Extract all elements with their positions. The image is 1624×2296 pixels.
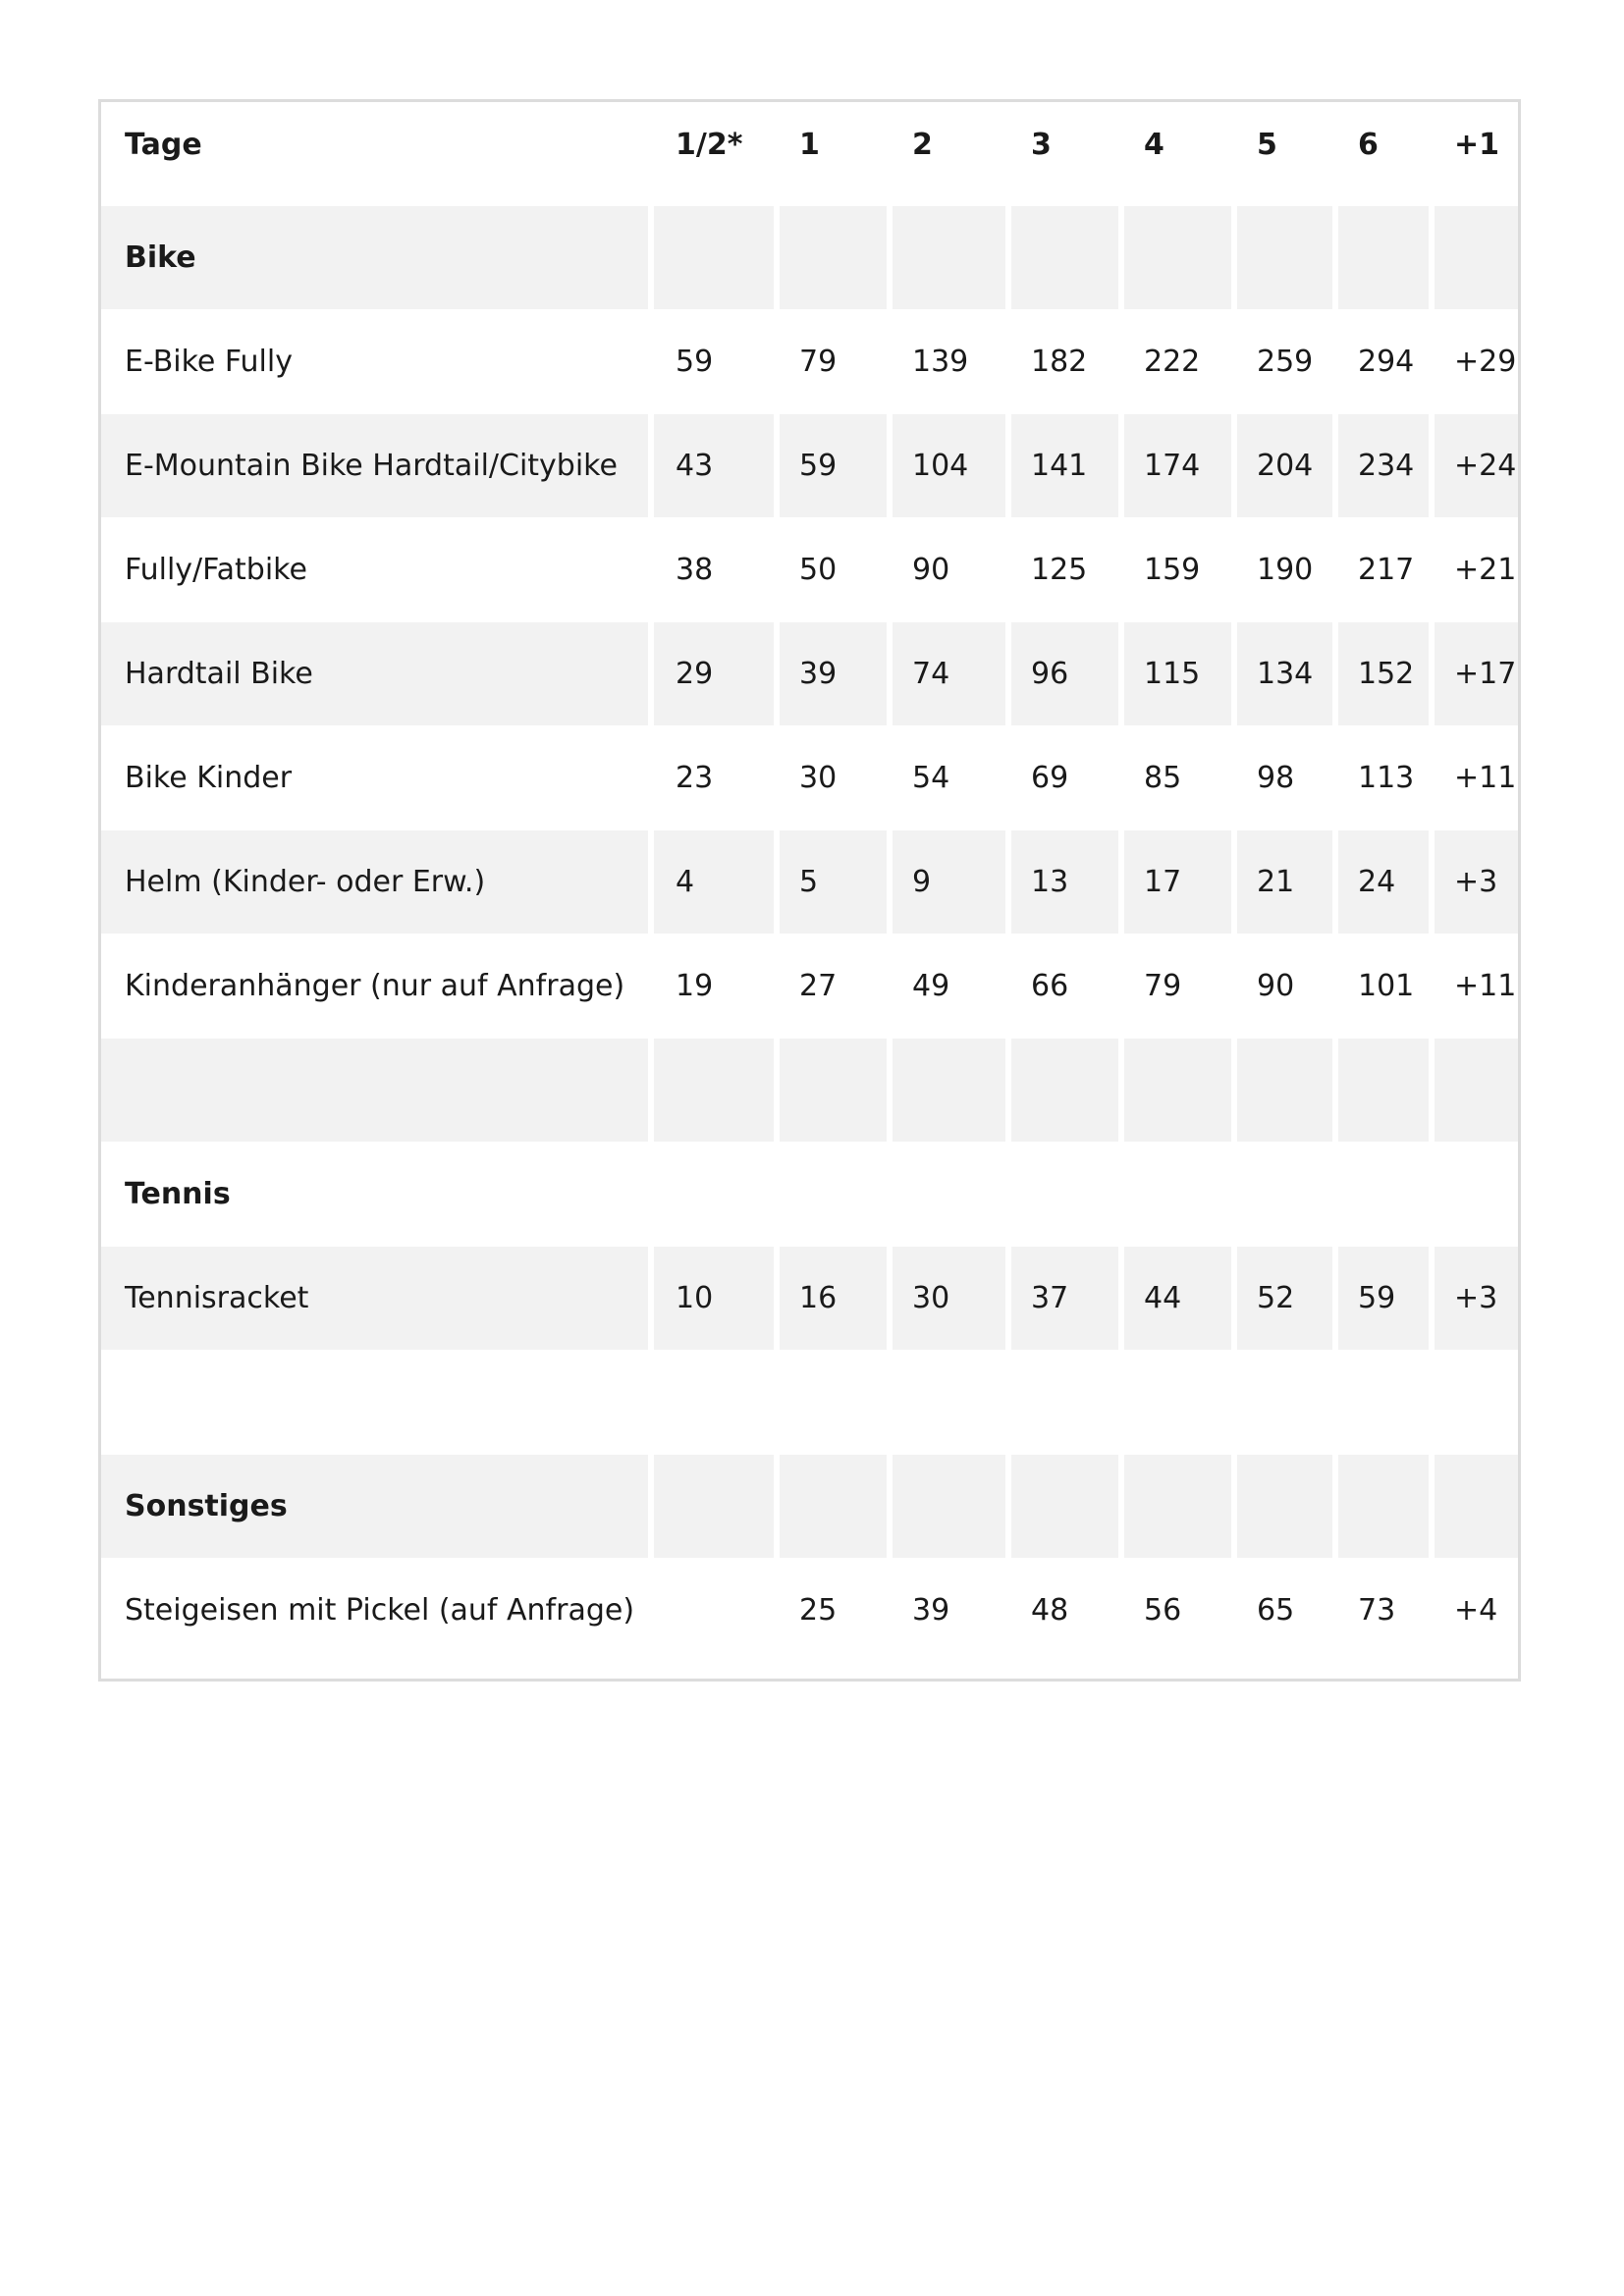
price-cell: +3 — [1435, 830, 1518, 934]
price-cell: 54 — [912, 761, 950, 795]
price-cell: 90 — [1257, 969, 1295, 1003]
table-row — [101, 934, 1518, 1038]
price-cell: 65 — [1257, 1593, 1295, 1628]
price-cell: 204 — [1237, 414, 1332, 517]
price-cell: +11 — [1454, 761, 1517, 795]
price-cell: 59 — [676, 345, 714, 379]
price-cell: 50 — [799, 553, 838, 587]
price-cell: 39 — [912, 1593, 950, 1628]
price-cell: 152 — [1338, 622, 1429, 725]
section-row-sonstiges — [101, 1455, 1518, 1558]
price-cell: 98 — [1257, 761, 1295, 795]
price-cell: 24 — [1338, 830, 1429, 934]
spacer-row — [101, 1351, 1518, 1454]
price-cell: 222 — [1144, 345, 1201, 379]
price-cell: 182 — [1031, 345, 1088, 379]
table-row — [101, 1559, 1518, 1662]
item-name: E-Mountain Bike Hardtail/Citybike — [101, 414, 648, 517]
price-cell: 79 — [799, 345, 838, 379]
price-cell: 48 — [1031, 1593, 1069, 1628]
price-cell: 115 — [1124, 622, 1231, 725]
price-cell: 259 — [1257, 345, 1314, 379]
header-col-6: 6 — [1358, 128, 1379, 162]
price-table — [98, 99, 1521, 1682]
table-row — [101, 622, 1518, 725]
price-cell: +3 — [1435, 1247, 1518, 1350]
price-cell: 104 — [893, 414, 1005, 517]
price-cell: +11 — [1454, 969, 1517, 1003]
price-cell: 21 — [1237, 830, 1332, 934]
price-cell: 10 — [654, 1247, 774, 1350]
item-name: Fully/Fatbike — [125, 553, 307, 587]
price-cell: 25 — [799, 1593, 838, 1628]
price-cell: 30 — [799, 761, 838, 795]
section-row-tennis — [101, 1143, 1518, 1246]
price-cell: 23 — [676, 761, 714, 795]
price-cell: 190 — [1257, 553, 1314, 587]
section-title-sonstiges: Sonstiges — [101, 1455, 648, 1558]
price-cell: 59 — [780, 414, 887, 517]
price-cell: 4 — [654, 830, 774, 934]
price-cell: 69 — [1031, 761, 1069, 795]
table-row — [101, 518, 1518, 621]
table-row — [101, 1247, 1518, 1350]
table-row — [101, 310, 1518, 413]
item-name: Hardtail Bike — [101, 622, 648, 725]
price-cell: 73 — [1358, 1593, 1396, 1628]
price-cell: 74 — [893, 622, 1005, 725]
table-row — [101, 414, 1518, 517]
table-header-row — [101, 102, 1518, 205]
price-cell: 9 — [893, 830, 1005, 934]
price-cell: 125 — [1031, 553, 1088, 587]
price-cell: 96 — [1011, 622, 1118, 725]
price-cell: 37 — [1011, 1247, 1118, 1350]
section-row-bike — [101, 206, 1518, 309]
header-label: Tage — [125, 128, 202, 162]
price-cell: +29 — [1454, 345, 1517, 379]
price-cell: 16 — [780, 1247, 887, 1350]
price-cell: 85 — [1144, 761, 1182, 795]
price-cell: +21 — [1454, 553, 1517, 587]
table-row — [101, 726, 1518, 829]
spacer-row — [101, 1039, 1518, 1142]
price-cell: 294 — [1358, 345, 1415, 379]
price-cell: 5 — [780, 830, 887, 934]
item-name: Tennisracket — [101, 1247, 648, 1350]
price-cell: 38 — [676, 553, 714, 587]
price-cell: 30 — [893, 1247, 1005, 1350]
price-cell: +4 — [1454, 1593, 1498, 1628]
price-cell: +17 — [1435, 622, 1518, 725]
table-row — [101, 830, 1518, 934]
price-cell: 39 — [780, 622, 887, 725]
price-cell: 29 — [654, 622, 774, 725]
price-cell: 44 — [1124, 1247, 1231, 1350]
price-cell: 134 — [1237, 622, 1332, 725]
price-cell: 141 — [1011, 414, 1118, 517]
price-cell: 19 — [676, 969, 714, 1003]
price-cell: 59 — [1338, 1247, 1429, 1350]
price-cell: 159 — [1144, 553, 1201, 587]
price-cell: 101 — [1358, 969, 1415, 1003]
price-cell: 27 — [799, 969, 838, 1003]
price-cell: 52 — [1237, 1247, 1332, 1350]
price-cell: +24 — [1435, 414, 1518, 517]
price-cell: 79 — [1144, 969, 1182, 1003]
price-cell: 174 — [1124, 414, 1231, 517]
item-name: Steigeisen mit Pickel (auf Anfrage) — [125, 1593, 635, 1628]
price-cell — [654, 1559, 774, 1662]
price-cell: 13 — [1011, 830, 1118, 934]
item-name: Bike Kinder — [125, 761, 293, 795]
item-name: E-Bike Fully — [125, 345, 293, 379]
price-cell: 234 — [1338, 414, 1429, 517]
header-col-half-day: 1/2* — [676, 128, 743, 162]
header-col-3: 3 — [1031, 128, 1052, 162]
price-cell: 56 — [1144, 1593, 1182, 1628]
item-name: Kinderanhänger (nur auf Anfrage) — [125, 969, 625, 1003]
item-name: Helm (Kinder- oder Erw.) — [101, 830, 648, 934]
header-col-1: 1 — [799, 128, 820, 162]
price-cell: 113 — [1358, 761, 1415, 795]
price-cell: 139 — [912, 345, 969, 379]
header-col-2: 2 — [912, 128, 933, 162]
price-cell: 17 — [1124, 830, 1231, 934]
price-cell: 66 — [1031, 969, 1069, 1003]
price-cell: 90 — [912, 553, 950, 587]
header-col-extra-day: +1 — [1454, 128, 1500, 162]
section-title-bike: Bike — [101, 206, 648, 309]
price-cell: 217 — [1358, 553, 1415, 587]
header-col-5: 5 — [1257, 128, 1277, 162]
price-cell: 43 — [654, 414, 774, 517]
price-cell: 49 — [912, 969, 950, 1003]
section-title-tennis: Tennis — [125, 1177, 231, 1211]
header-col-4: 4 — [1144, 128, 1164, 162]
